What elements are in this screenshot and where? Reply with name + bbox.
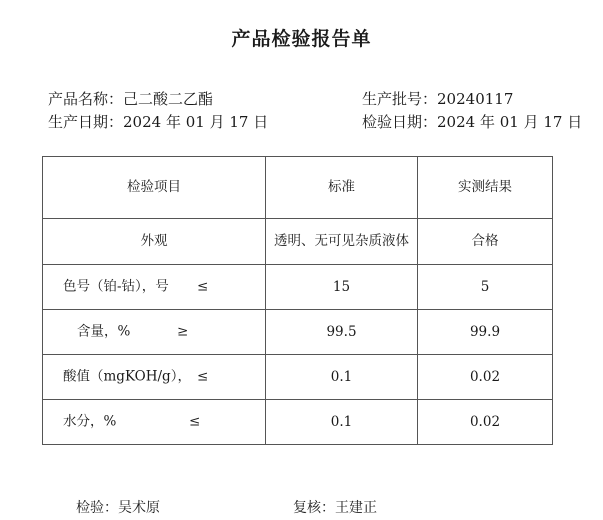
- reviewer-label: 复核：: [293, 500, 335, 516]
- result-cell: 0.02: [418, 355, 553, 400]
- result-cell: 5: [418, 265, 553, 310]
- inspection-date-label: 检验日期：: [362, 113, 438, 131]
- item-label: 水分，%: [63, 413, 117, 430]
- item-label: 色号（铂-钴），号: [63, 278, 169, 295]
- standard-cell: 15: [266, 265, 418, 310]
- inspection-date-line: [362, 111, 582, 132]
- item-cell: [43, 265, 266, 310]
- table-row: [43, 310, 553, 355]
- inspection-date-value: 2024 年 01 月 17 日: [437, 113, 583, 131]
- inspector-label: 检验：: [76, 500, 118, 516]
- comparison-operator: ≤: [197, 368, 209, 385]
- comparison-operator: ≥: [177, 323, 189, 340]
- batch-label: 生产批号：: [362, 90, 438, 108]
- header-standard: 标准: [266, 157, 418, 219]
- standard-cell: 99.5: [266, 310, 418, 355]
- product-name-value: 己二酸二乙酯: [123, 90, 214, 108]
- item-label: 酸值（mgKOH/g），: [63, 368, 191, 385]
- header-result: 实测结果: [418, 157, 553, 219]
- standard-cell: 0.1: [266, 400, 418, 445]
- item-cell: [43, 355, 266, 400]
- result-cell: 99.9: [418, 310, 553, 355]
- header-item: 检验项目: [43, 157, 266, 219]
- comparison-operator: ≤: [197, 278, 209, 295]
- production-date-label: 生产日期：: [48, 113, 124, 131]
- production-date-value: 2024 年 01 月 17 日: [123, 113, 269, 131]
- batch-value: 20240117: [437, 90, 514, 108]
- table-header-row: [43, 157, 553, 219]
- item-cell: 外观: [43, 219, 266, 265]
- table-row: [43, 400, 553, 445]
- comparison-operator: ≤: [189, 413, 201, 430]
- inspection-table: [42, 156, 553, 445]
- product-name-line: [48, 88, 213, 109]
- table-row: [43, 265, 553, 310]
- product-name-label: 产品名称：: [48, 90, 124, 108]
- result-cell: 0.02: [418, 400, 553, 445]
- standard-cell: 透明、无可见杂质液体: [266, 219, 418, 265]
- result-cell: 合格: [418, 219, 553, 265]
- item-cell: [43, 310, 266, 355]
- item-cell: [43, 400, 266, 445]
- item-label: 含量，%: [77, 323, 131, 340]
- table-row: [43, 219, 553, 265]
- report-title: 产品检验报告单: [231, 28, 372, 50]
- reviewer-line: [293, 497, 377, 517]
- production-date-line: [48, 111, 268, 132]
- batch-line: [362, 88, 513, 109]
- reviewer-name: 王建正: [335, 500, 377, 516]
- standard-cell: 0.1: [266, 355, 418, 400]
- inspector-name: 吴术原: [118, 500, 160, 516]
- inspector-line: [76, 497, 160, 517]
- table-row: [43, 355, 553, 400]
